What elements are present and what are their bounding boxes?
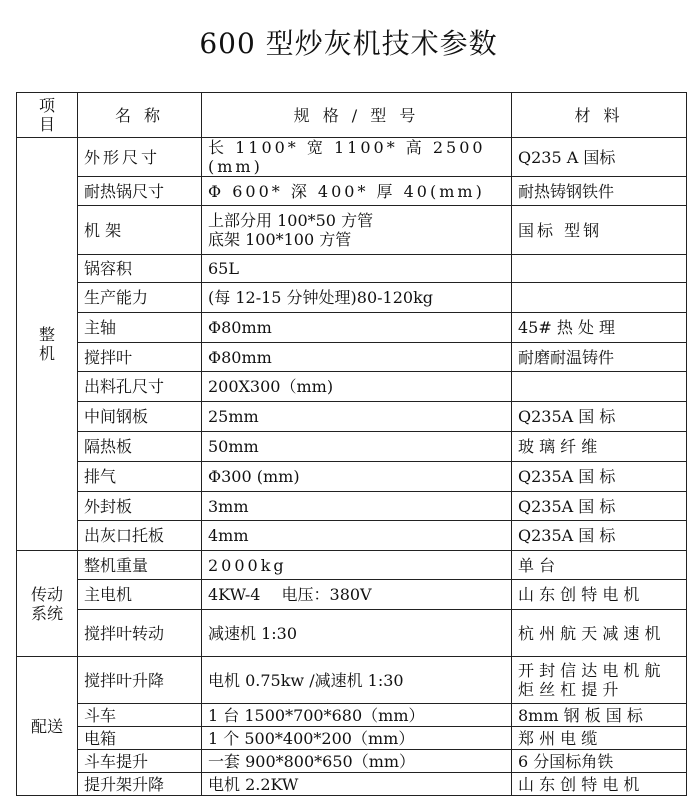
table-row: 出灰口托板 4mm Q235A 国 标 xyxy=(17,521,687,551)
header-row xyxy=(17,93,687,138)
header-group: 项 目 xyxy=(17,93,78,138)
header-material: 材 料 xyxy=(512,93,687,138)
table-row: 主电机 4KW-4 电压：380V 山 东 创 特 电 机 xyxy=(17,580,687,610)
group-cell-zhengji: 整 机 xyxy=(17,138,78,551)
table-row: 电箱 1 个 500*400*200（mm） 郑 州 电 缆 xyxy=(17,727,687,750)
table-row: 机 架 上部分用 100*50 方管 底架 100*100 方管 国标 型钢 xyxy=(17,206,687,255)
table-row: 隔热板 50mm 玻 璃 纤 维 xyxy=(17,432,687,462)
table-row: 斗车 1 台 1500*700*680（mm） 8mm 钢 板 国 标 xyxy=(17,704,687,727)
group-cell-chuandong: 传动 系统 xyxy=(17,551,78,657)
table-row: 配送 搅拌叶升降 电机 0.75kw /减速机 1:30 开 封 信 达 电 机 航 炬 丝 杠 提 升 xyxy=(17,657,687,704)
spec-table xyxy=(16,92,687,796)
table-row: 斗车提升 一套 900*800*650（mm） 6 分国标角铁 xyxy=(17,750,687,773)
table-row: 锅容积 65L xyxy=(17,255,687,283)
table-row: 耐热锅尺寸 Φ 600* 深 400* 厚 40(mm) 耐热铸钢铁件 xyxy=(17,177,687,206)
table-row: 外封板 3mm Q235A 国 标 xyxy=(17,492,687,521)
group-cell-peisong: 配送 xyxy=(17,657,78,796)
table-row: 搅拌叶 Φ80mm 耐磨耐温铸件 xyxy=(17,343,687,372)
table-row: 中间钢板 25mm Q235A 国 标 xyxy=(17,402,687,432)
table-row: 整 机 外形尺寸 长 1100* 宽 1100* 高 2500(mm) Q235 A 国标 xyxy=(17,138,687,177)
table-row: 搅拌叶转动 减速机 1:30 杭 州 航 天 减 速 机 xyxy=(17,610,687,657)
header-name: 名 称 xyxy=(78,93,202,138)
table-row: 出料孔尺寸 200X300（mm) xyxy=(17,372,687,402)
table-row: 生产能力 (每 12-15 分钟处理)80-120kg xyxy=(17,283,687,313)
table-row: 排气 Φ300 (mm) Q235A 国 标 xyxy=(17,462,687,492)
table-row: 主轴 Φ80mm 45# 热 处 理 xyxy=(17,313,687,343)
header-spec: 规 格 / 型 号 xyxy=(202,93,512,138)
page-title: 600 型炒灰机技术参数 xyxy=(199,27,498,60)
table-row: 传动 系统 整机重量 2000kg 单 台 xyxy=(17,551,687,580)
table-row: 提升架升降 电机 2.2KW 山 东 创 特 电 机 xyxy=(17,773,687,796)
